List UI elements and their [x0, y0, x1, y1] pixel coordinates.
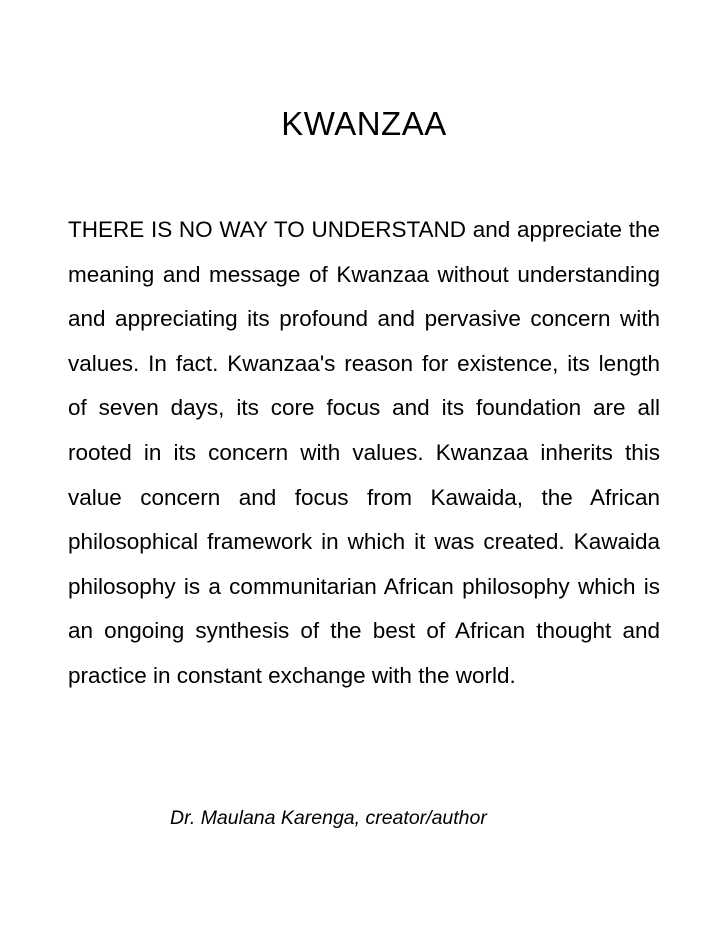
- page-title: KWANZAA: [281, 105, 447, 142]
- attribution-line: Dr. Maulana Karenga, creator/author: [170, 807, 487, 829]
- body-paragraph: THERE IS NO WAY TO UNDERSTAND and appreciate the meaning and message of Kwanzaa without understanding and appreciating its profound and pervasive concern with values. In fact. Kwanzaa's reason for existence, its length of seven days, its core focus and its foundation are all rooted in its concern with values. Kwanzaa inherits this value concern and focus from Kawaida, the African philosophical framework in which it was created. Kawaida philosophy is a communitarian African philosophy which is an ongoing synthesis of the best of African thought and practice in constant exchange with the world.: [68, 217, 660, 688]
